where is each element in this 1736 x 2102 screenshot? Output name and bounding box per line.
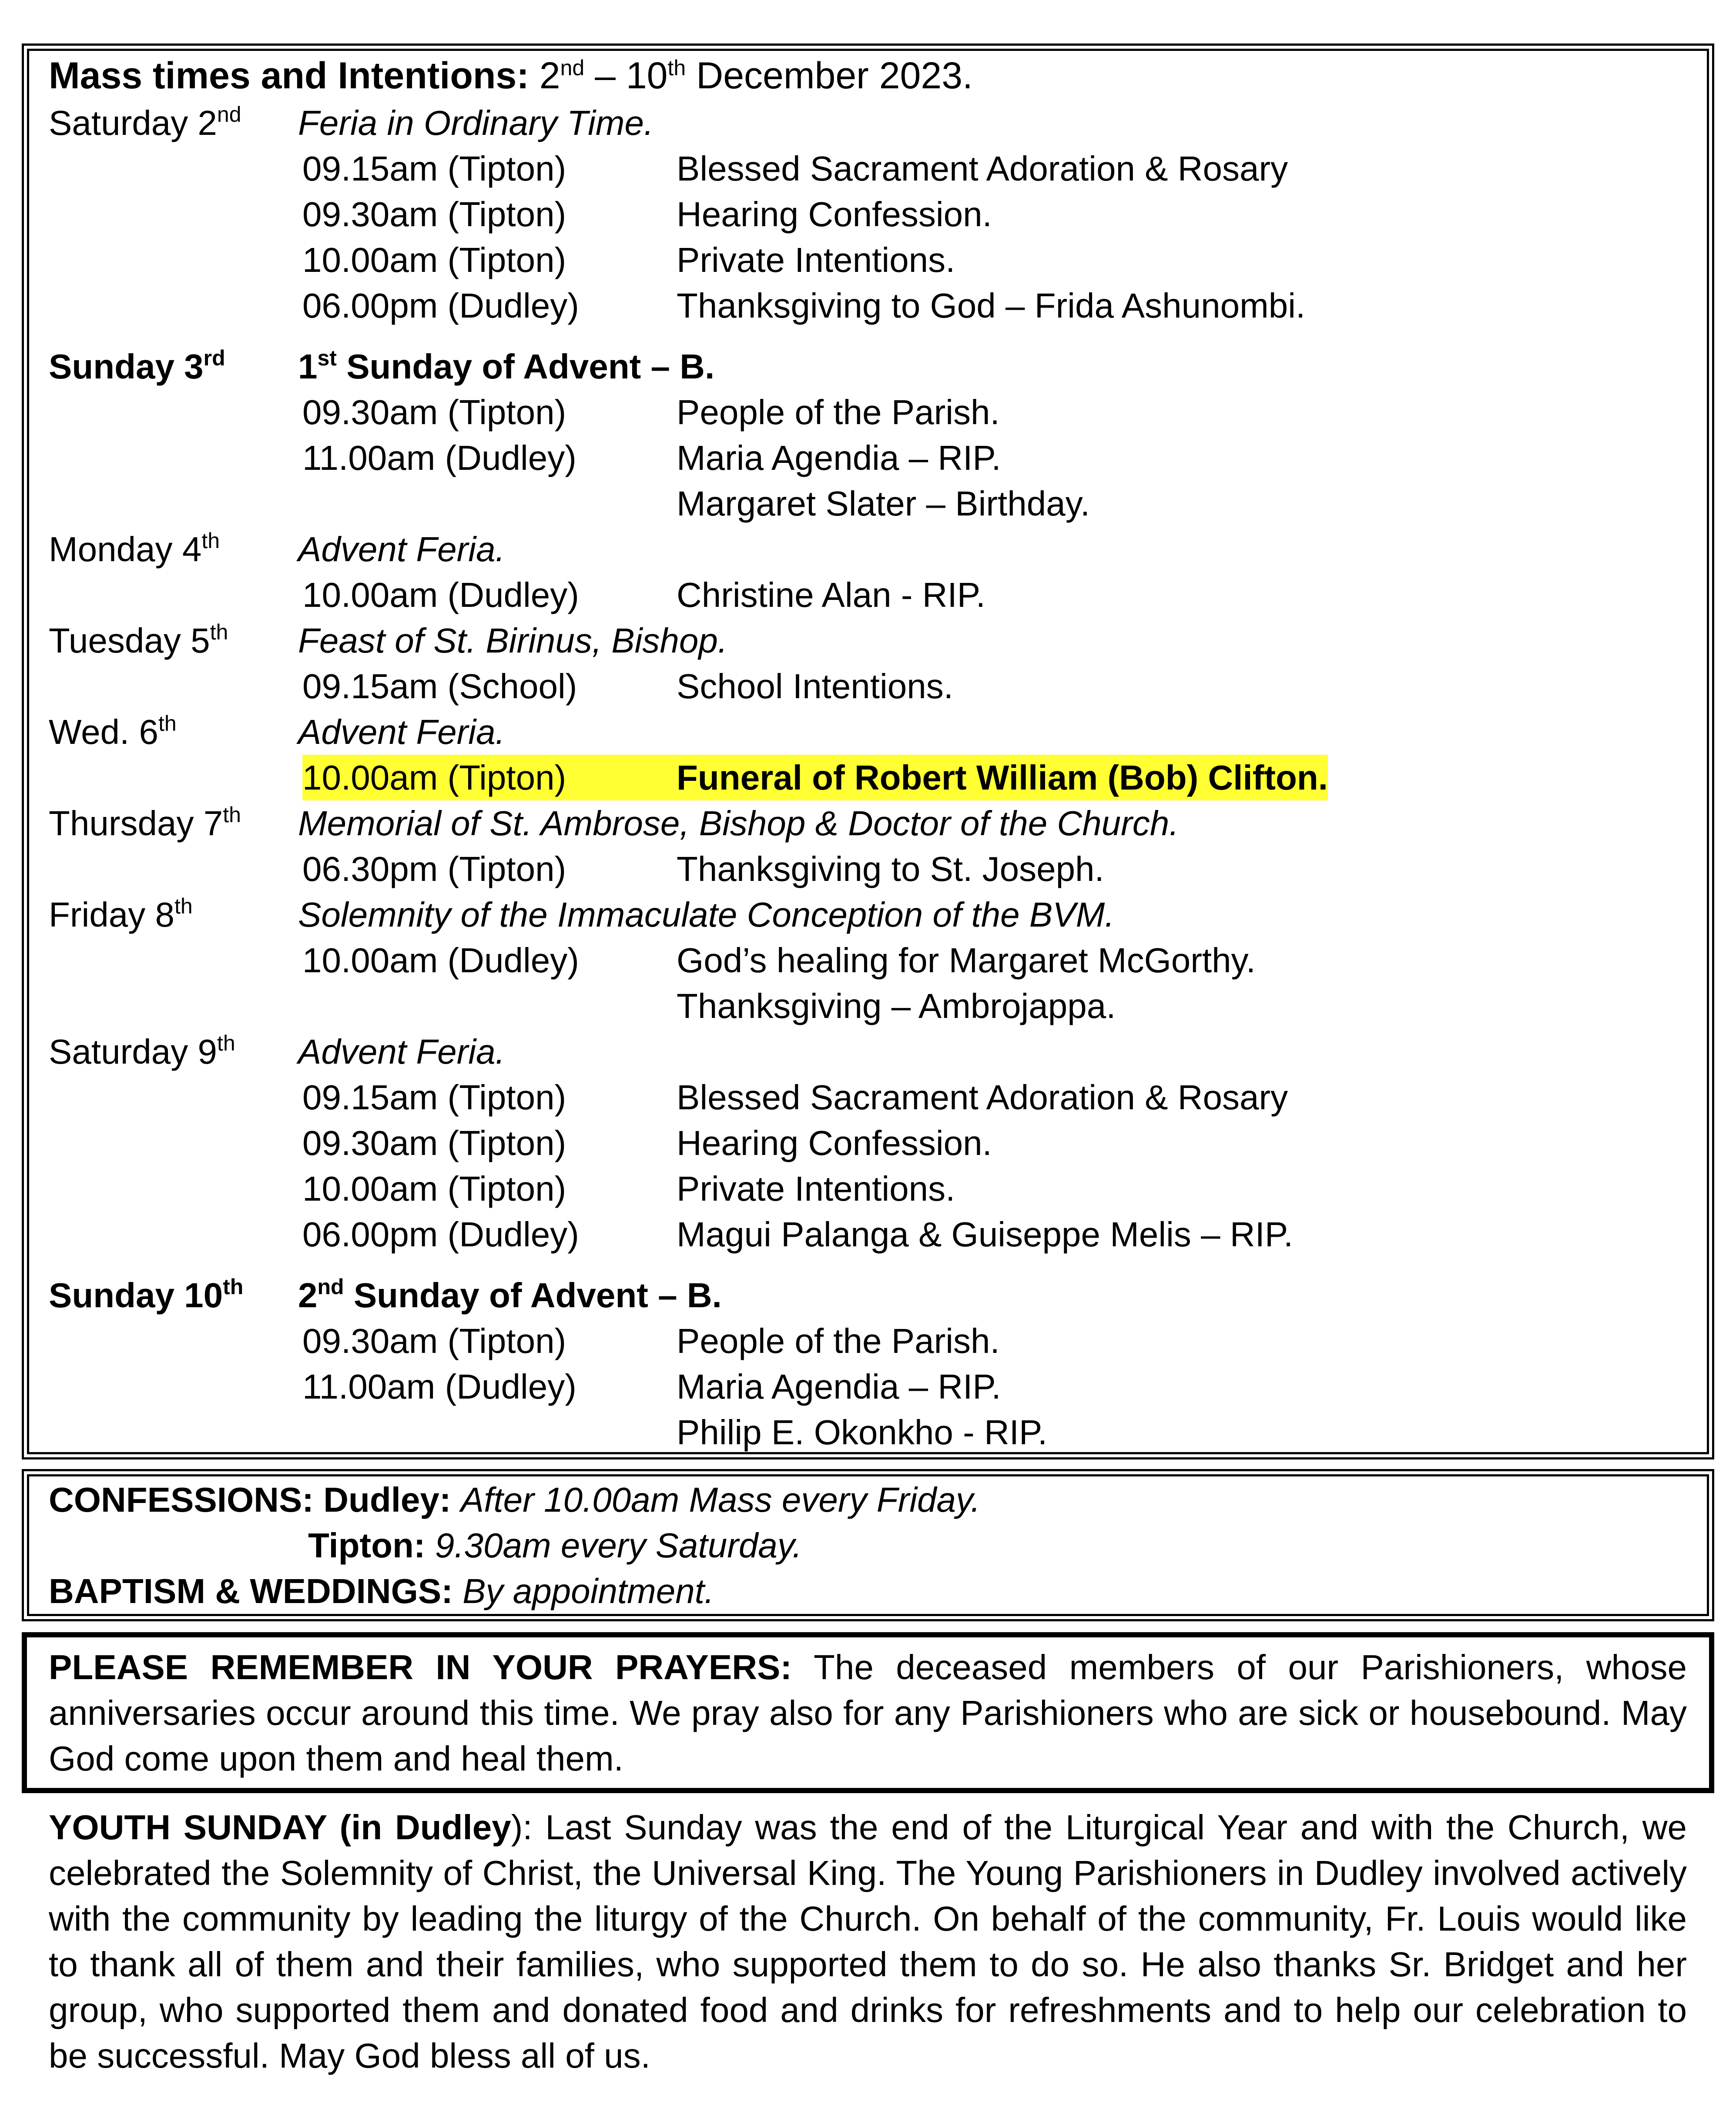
mass-time: 09.30am (Tipton): [302, 195, 566, 234]
day-title: Advent Feria.: [298, 530, 505, 569]
baptism-label: BAPTISM & WEDDINGS:: [49, 1572, 453, 1610]
day-label: Wed. 6th: [49, 711, 177, 751]
mass-intention: Funeral of Robert William (Bob) Clifton.: [677, 755, 1328, 800]
mass-time: 09.15am (School): [302, 667, 577, 706]
confessions-dudley-label: Dudley:: [323, 1480, 451, 1519]
mass-time: 10.00am (Tipton): [302, 1169, 566, 1208]
day-title: 1st Sunday of Advent – B.: [298, 346, 715, 386]
confessions-tipton-text: 9.30am every Saturday.: [435, 1526, 802, 1565]
mass-intention: Maria Agendia – RIP.: [677, 438, 1001, 477]
mass-time: 11.00am (Dudley): [302, 1367, 576, 1406]
day-title: Memorial of St. Ambrose, Bishop & Doctor of the Church.: [298, 804, 1179, 843]
mass-time: 10.00am (Tipton): [302, 241, 566, 279]
mass-intention: Magui Palanga & Guiseppe Melis – RIP.: [677, 1215, 1294, 1254]
youth-text: Last Sunday was the end of the Liturgical Year and with the Church, we celebrated the Solemnity of Christ, the Universal King. The Young Parishioners in Dudley involved actively with the community by leading the liturgy of the Church. On behalf of the community, Fr. Louis would like to thank all of them and their families, who supported them to do so. He also thanks Sr. Bridget and her group, who supported them and donated food and drinks for refreshments and to help our celebration to be successful. May God bless all of us.: [49, 1808, 1687, 2075]
mass-intention: Hearing Confession.: [677, 195, 992, 234]
confessions-tipton-line: [308, 1523, 802, 1568]
baptism-text: By appointment.: [462, 1572, 714, 1610]
mass-time: 09.15am (Tipton): [302, 1078, 566, 1117]
day-label: Thursday 7th: [49, 803, 241, 843]
day-label: Sunday 3rd: [49, 346, 225, 386]
confessions-dudley-line: [49, 1477, 980, 1523]
day-title: Solemnity of the Immaculate Conception of the BVM.: [298, 895, 1115, 934]
mass-heading: [49, 53, 973, 99]
mass-intention: Blessed Sacrament Adoration & Rosary: [677, 149, 1288, 188]
mass-time: 11.00am (Dudley): [302, 438, 576, 477]
mass-intention: People of the Parish.: [677, 1322, 1000, 1360]
mass-time: 10.00am (Dudley): [302, 576, 579, 614]
mass-time: 09.30am (Tipton): [302, 1322, 566, 1360]
mass-intention: Hearing Confession.: [677, 1124, 992, 1162]
mass-intention: Thanksgiving to St. Joseph.: [677, 850, 1104, 888]
confessions-tipton-label: Tipton:: [308, 1526, 426, 1565]
mass-time: 06.00pm (Dudley): [302, 1215, 579, 1254]
day-title: Advent Feria.: [298, 713, 505, 751]
mass-heading-title: Mass times and Intentions:: [49, 55, 529, 97]
mass-time: 09.15am (Tipton): [302, 149, 566, 188]
day-title: 2nd Sunday of Advent – B.: [298, 1275, 722, 1315]
mass-time: 06.30pm (Tipton): [302, 850, 566, 888]
mass-intention: Margaret Slater – Birthday.: [677, 484, 1090, 523]
day-title: Feria in Ordinary Time.: [298, 104, 654, 142]
youth-paragraph: [49, 1804, 1687, 2079]
mass-intention: Private Intentions.: [677, 241, 955, 279]
mass-intention: God’s healing for Margaret McGorthy.: [677, 941, 1256, 980]
mass-intention: Blessed Sacrament Adoration & Rosary: [677, 1078, 1288, 1117]
mass-heading-range: 2nd – 10th December 2023.: [539, 55, 973, 97]
day-label: Monday 4th: [49, 529, 220, 569]
mass-intention: Philip E. Okonkho - RIP.: [677, 1413, 1048, 1452]
day-label: Friday 8th: [49, 894, 193, 934]
mass-intention: Maria Agendia – RIP.: [677, 1367, 1001, 1406]
mass-intention: Private Intentions.: [677, 1169, 955, 1208]
mass-intention: Thanksgiving – Ambrojappa.: [677, 987, 1116, 1025]
day-title: Advent Feria.: [298, 1032, 505, 1071]
mass-intention: Thanksgiving to God – Frida Ashunombi.: [677, 286, 1306, 325]
mass-intention: School Intentions.: [677, 667, 953, 706]
baptism-line: [49, 1568, 714, 1614]
mass-intention: People of the Parish.: [677, 393, 1000, 432]
mass-time: 09.30am (Tipton): [302, 1124, 566, 1162]
youth-label: YOUTH SUNDAY (in Dudley: [49, 1808, 511, 1847]
mass-intention: Christine Alan - RIP.: [677, 576, 985, 614]
confessions-label: CONFESSIONS:: [49, 1480, 314, 1519]
confessions-dudley-text: After 10.00am Mass every Friday.: [460, 1480, 981, 1519]
mass-time: 09.30am (Tipton): [302, 393, 566, 432]
day-label: Saturday 2nd: [49, 102, 241, 142]
day-label: Tuesday 5th: [49, 620, 228, 660]
prayers-label: PLEASE REMEMBER IN YOUR PRAYERS:: [49, 1648, 792, 1687]
day-label: Sunday 10th: [49, 1275, 244, 1315]
prayers-text: The deceased members of our Parishioners, whose anniversaries occur around this time. We pray also for any Parishioners who are sick or housebound. May God come upon them and heal them.: [49, 1648, 1687, 1778]
mass-time: 10.00am (Tipton): [302, 755, 677, 800]
youth-label-close: ):: [511, 1808, 533, 1847]
day-label: Saturday 9th: [49, 1031, 235, 1071]
day-title: Feast of St. Birinus, Bishop.: [298, 621, 728, 660]
mass-time: 06.00pm (Dudley): [302, 286, 579, 325]
prayers-paragraph: [49, 1644, 1687, 1781]
mass-time: 10.00am (Dudley): [302, 941, 579, 980]
